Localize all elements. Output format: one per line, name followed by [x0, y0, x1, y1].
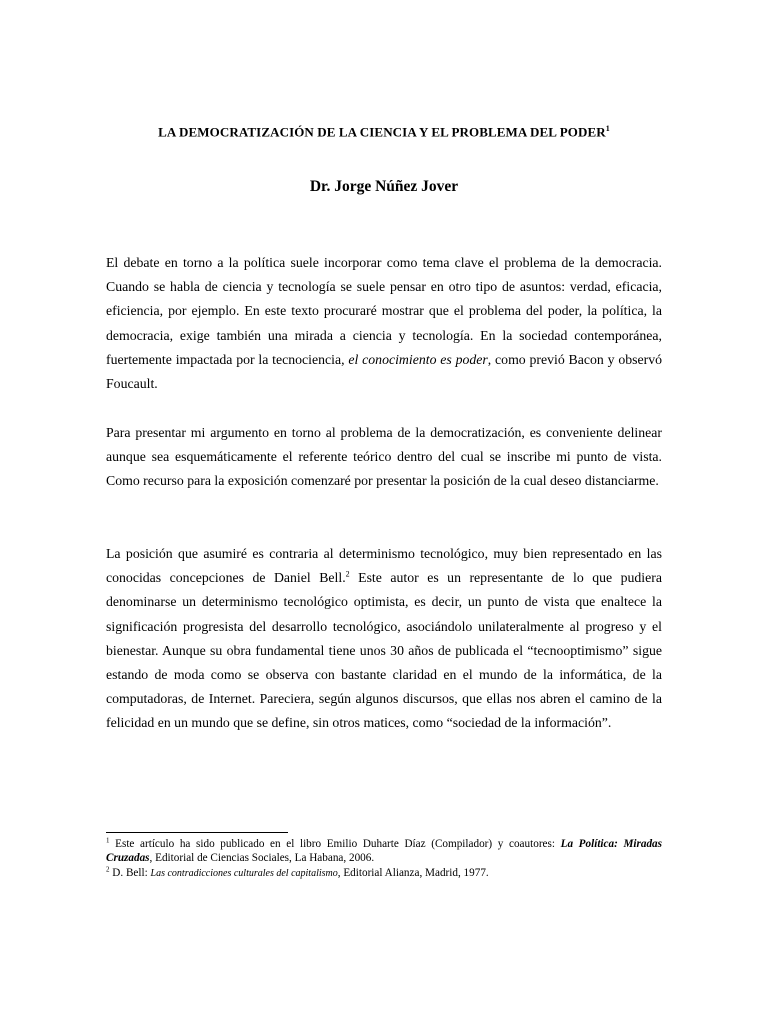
- paragraph-3-text: La posición que asumiré es contraria al determinismo tecnológico, muy bien representado en las conocidas concepciones de Daniel Bell.: [106, 546, 662, 586]
- footnote-2-text-end: , Editorial Alianza, Madrid, 1977.: [337, 867, 489, 879]
- paragraph-3-footnote-ref: 2: [345, 569, 350, 579]
- footnote-1: [106, 838, 662, 865]
- paragraph-1: [106, 251, 662, 396]
- title-text: LA DEMOCRATIZACIÓN DE LA CIENCIA Y EL PROBLEMA DEL PODER: [158, 124, 606, 140]
- footnote-1-text: Este artículo ha sido publicado en el libro Emilio Duharte Díaz (Compilador) y coautores:: [109, 838, 561, 850]
- footnote-separator: [106, 832, 288, 833]
- footnote-1-text-end: , Editorial de Ciencias Sociales, La Habana, 2006.: [149, 851, 375, 864]
- paragraph-2: Para presentar mi argumento en torno al problema de la democratización, es conveniente delinear aunque sea esquemáticamente el referente teórico dentro del cual se inscribe mi punto de vista. Como recurso para la exposición comenzaré por presentar la posición de la cual deseo distanciarme.: [106, 425, 662, 489]
- footnote-2-number: 2: [106, 865, 110, 874]
- paragraph-3-text-end: Este autor es un representante de lo que pudiera denominarse un determinismo tecnológico optimista, es decir, un punto de vista que enaltece la significación progresista del desarrollo tecnológico, asociándolo unilateralmente al progreso y el bienestar. Aunque su obra fundamental tiene unos 30 años de publicada el “tecnooptimismo” sigue estando de moda como se observa con bastante claridad en el mundo de la informática, de la computadoras, de Internet. Pareciera, según algunos discursos, que ellas nos abren el camino de la felicidad en un mundo que se define, sin otros matices, como “sociedad de la información”.: [106, 570, 662, 731]
- paragraph-1-text-end: , como previó Bacon y observó Foucault.: [106, 351, 663, 392]
- page-title: [106, 124, 662, 140]
- footnote-2: [106, 867, 662, 881]
- title-footnote-ref: 1: [605, 124, 610, 133]
- paragraph-3: [106, 542, 662, 736]
- footnote-2-book-title: Las contradicciones culturales del capitalismo: [150, 868, 338, 879]
- footnote-1-number: 1: [106, 836, 110, 845]
- footnote-1-book-title: La Política: Miradas Cruzadas: [106, 838, 662, 864]
- paragraph-1-text: El debate en torno a la política suele incorporar como tema clave el problema de la democracia. Cuando se habla de ciencia y tecnología se suele pensar en otro tipo de asuntos: verdad, eficacia, eficiencia, por ejemplo. En este texto procuraré mostrar que el problema del poder, la política, la democracia, exige también una mirada a ciencia y tecnología. En la sociedad contemporánea, fuertemente impactada por la tecnociencia,: [106, 255, 662, 367]
- paragraph-1-italic: el conocimiento es poder: [348, 351, 488, 367]
- footnote-2-text: D. Bell:: [109, 867, 151, 879]
- author-name: Dr. Jorge Núñez Jover: [309, 178, 459, 195]
